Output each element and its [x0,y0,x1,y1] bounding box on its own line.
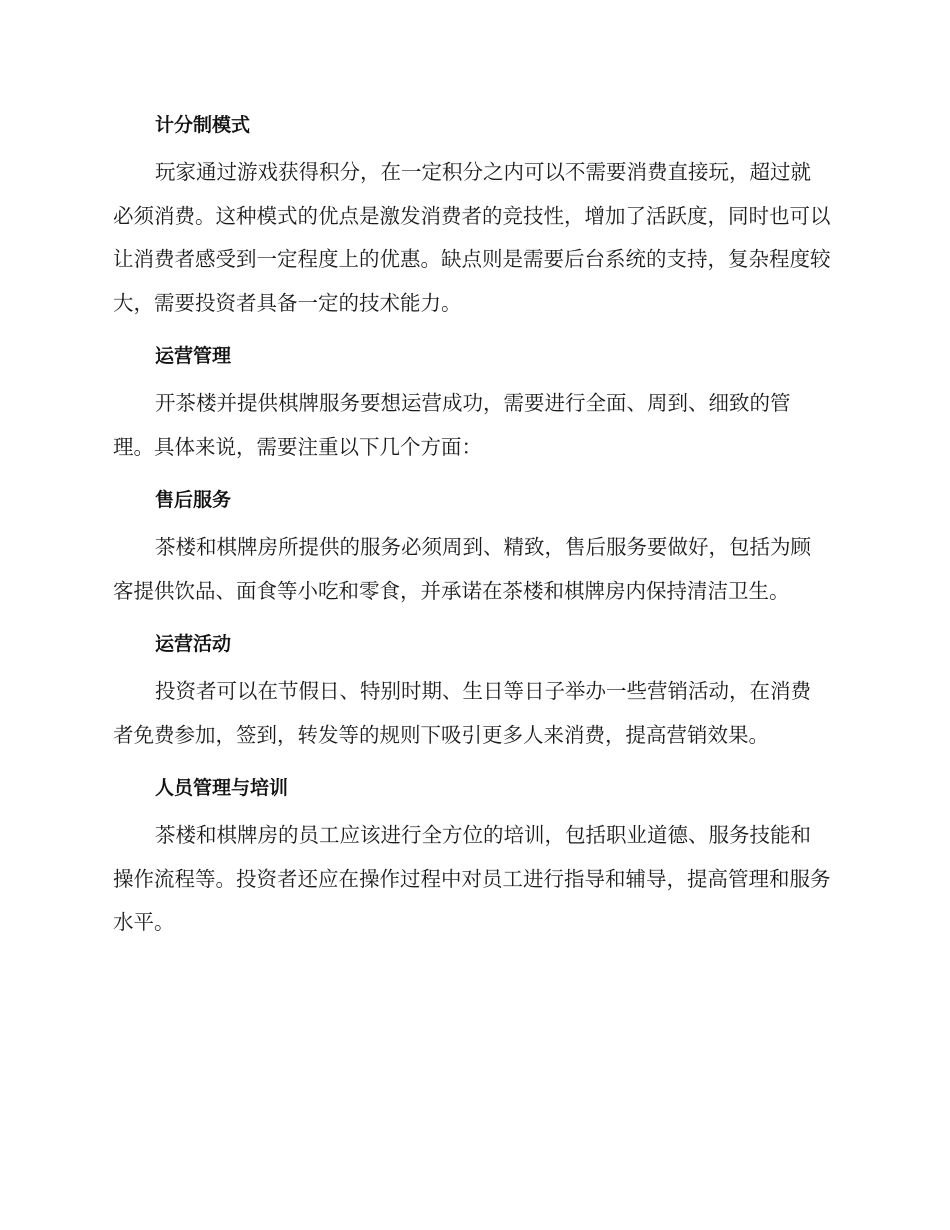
section-paragraph-staff-training: 茶楼和棋牌房的员工应该进行全方位的培训，包括职业道德、服务技能和操作流程等。投资者还应在操作过程中对员工进行指导和辅导，提高管理和服务水平。 [113,823,831,934]
document-page [113,108,831,945]
section-paragraph-marketing-activities: 投资者可以在节假日、特别时期、生日等日子举办一些营销活动，在消费者免费参加，签到，转发等的规则下吸引更多人来消费，提高营销效果。 [113,679,811,747]
section-heading-scoring-mode: 计分制模式 [155,114,251,136]
section-heading-marketing-activities: 运营活动 [155,633,232,655]
section-heading-after-sales-service: 售后服务 [155,489,232,511]
section-heading-staff-training: 人员管理与培训 [155,777,289,799]
section-heading-operations-management: 运营管理 [155,345,232,367]
section-paragraph-operations-management: 开茶楼并提供棋牌服务要想运营成功，需要进行全面、周到、细致的管理。具体来说，需要注重以下几个方面： [113,391,791,459]
section-paragraph-after-sales-service: 茶楼和棋牌房所提供的服务必须周到、精致，售后服务要做好，包括为顾客提供饮品、面食等小吃和零食，并承诺在茶楼和棋牌房内保持清洁卫生。 [113,535,811,603]
section-paragraph-scoring-mode: 玩家通过游戏获得积分，在一定积分之内可以不需要消费直接玩，超过就必须消费。这种模式的优点是激发消费者的竞技性，增加了活跃度，同时也可以让消费者感受到一定程度上的优惠。缺点则是需要后台系统的支持，复杂程度较大，需要投资者具备一定的技术能力。 [113,160,831,315]
